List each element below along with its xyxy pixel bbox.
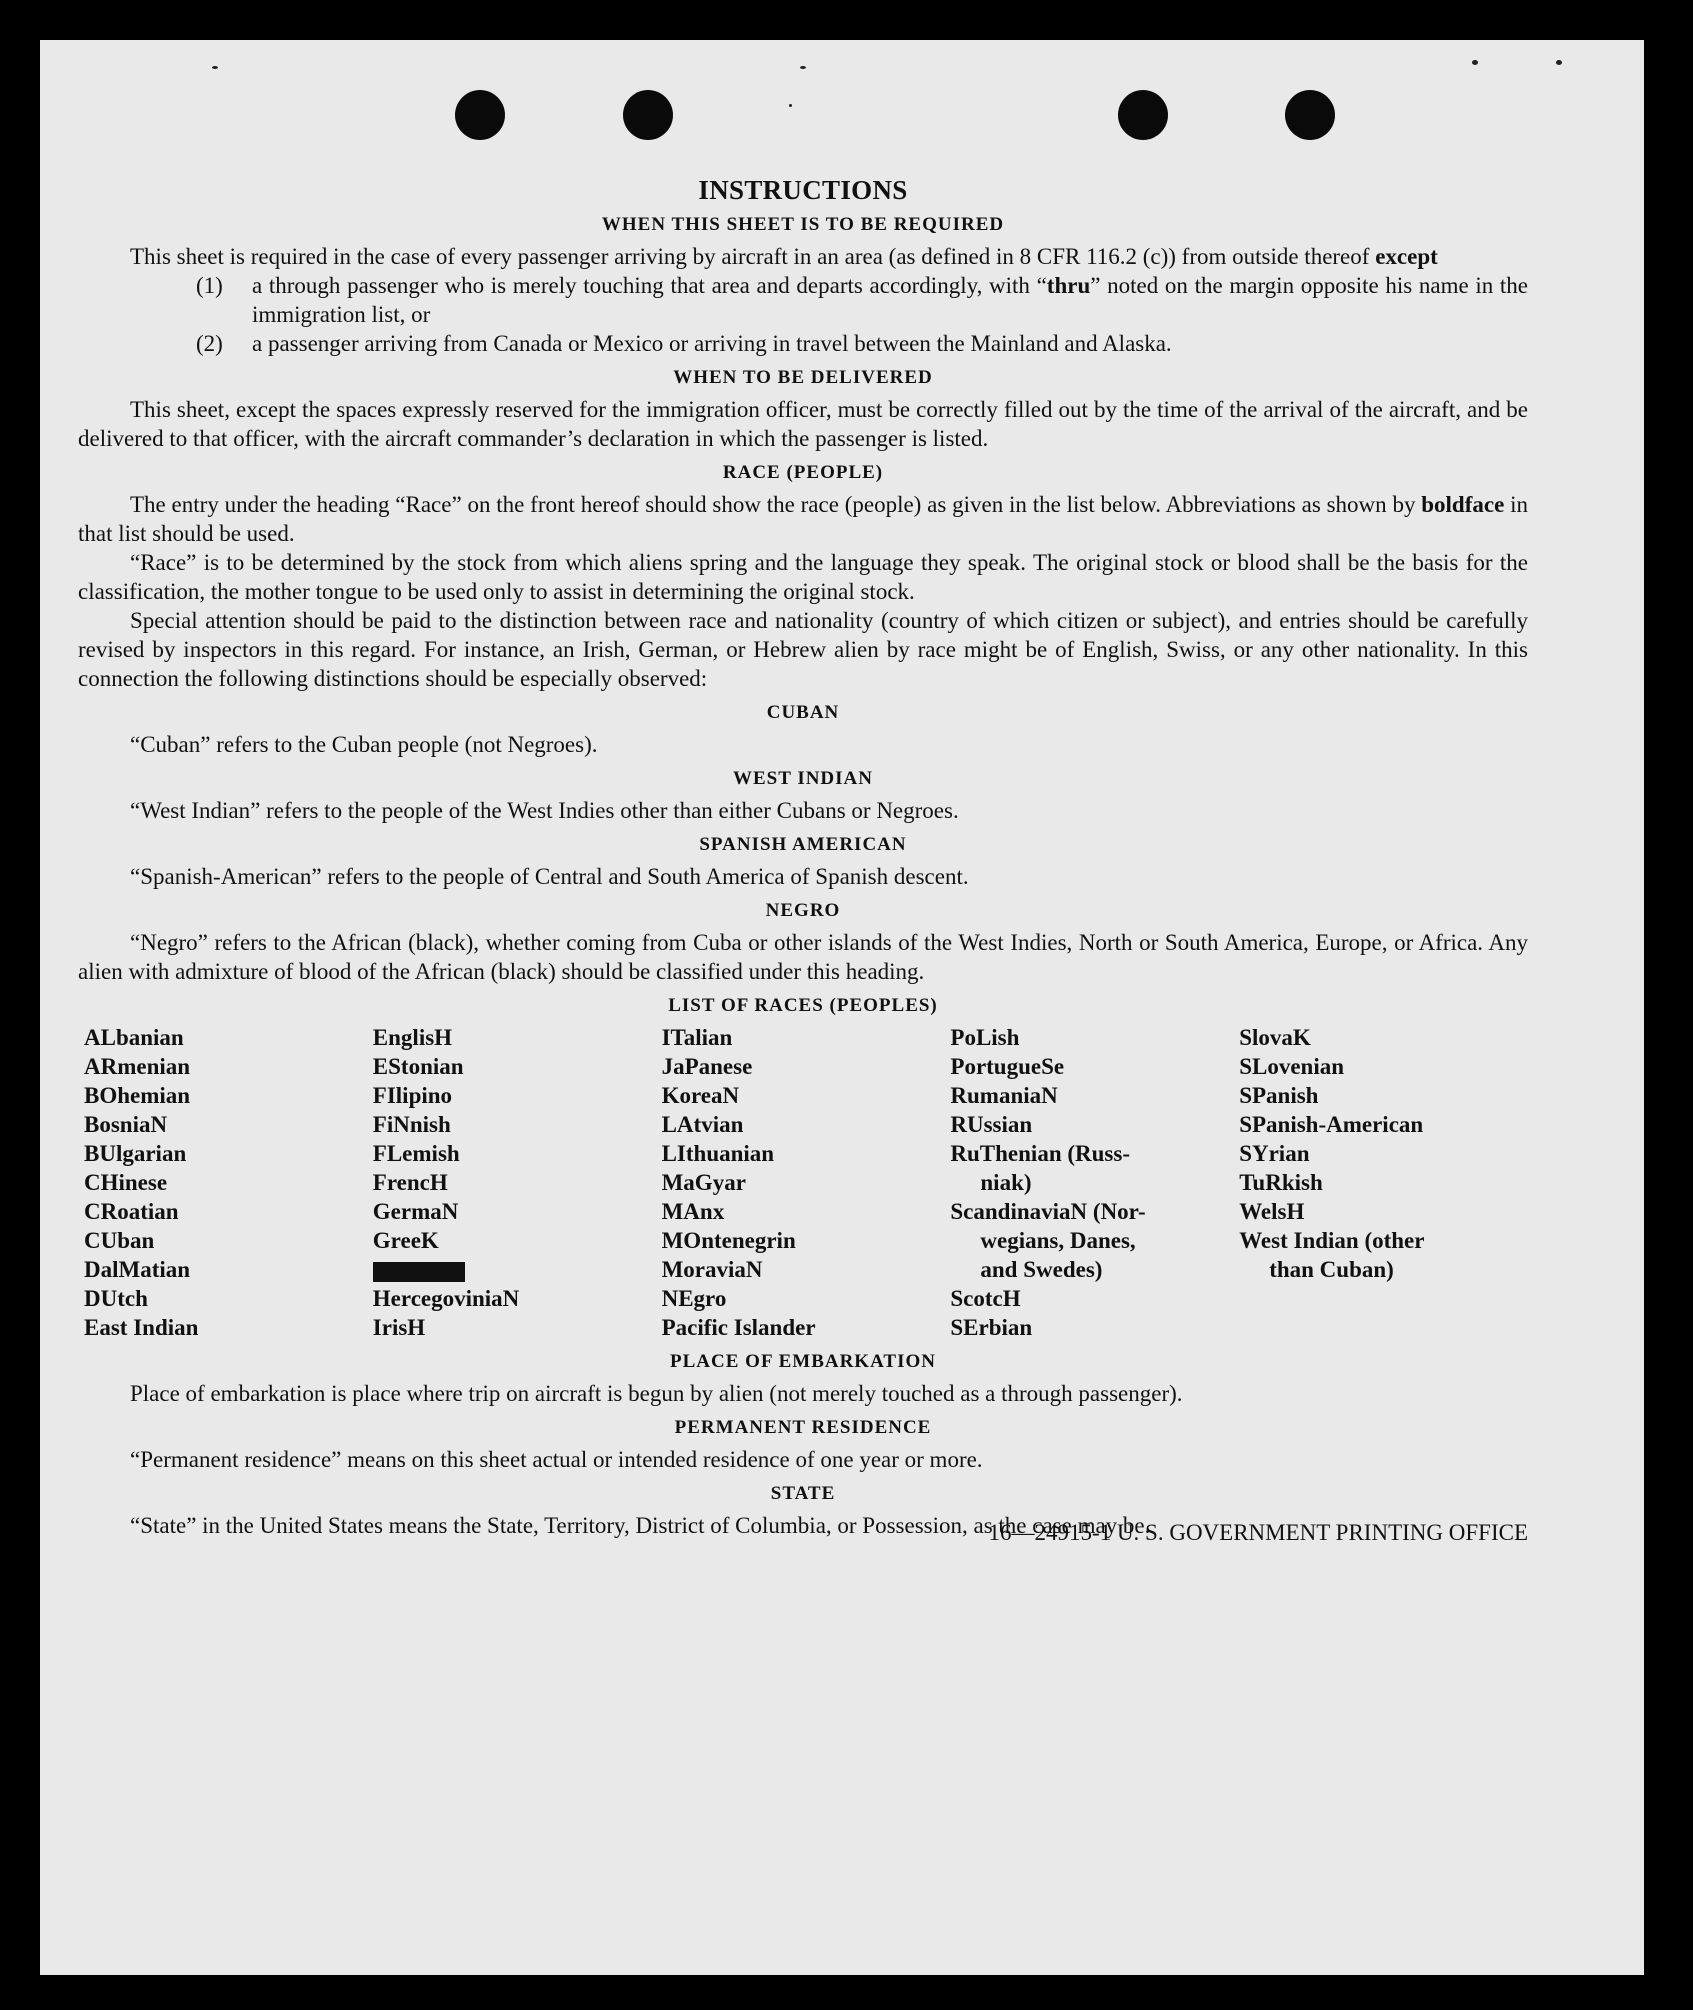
page-title: INSTRUCTIONS bbox=[698, 175, 908, 205]
race-entry: RumaniaN bbox=[950, 1083, 1058, 1108]
negro-text: “Negro” refers to the African (black), whether coming from Cuba or other islands of the West Indies, North or South America, Europe, or Africa. Any alien with admixture of blood of the African (black) should be classified under this heading. bbox=[78, 930, 1528, 984]
race-entry: FrencH bbox=[372, 1170, 448, 1195]
race-entry: DalMatian bbox=[84, 1257, 191, 1282]
section-heading-residence: PERMANENT RESIDENCE bbox=[674, 1417, 932, 1438]
race-entry: FLemish bbox=[372, 1141, 460, 1166]
race-entry: SPanish bbox=[1239, 1083, 1319, 1108]
race-entry: GermaN bbox=[372, 1199, 459, 1224]
document-page bbox=[40, 40, 1644, 1975]
section-heading-delivered: WHEN TO BE DELIVERED bbox=[673, 367, 933, 388]
punch-hole bbox=[1118, 90, 1168, 140]
speck bbox=[1556, 60, 1562, 65]
section-heading-embarkation: PLACE OF EMBARKATION bbox=[670, 1351, 936, 1372]
race-entry: GreeK bbox=[372, 1228, 439, 1253]
race-entry: FiNnish bbox=[372, 1112, 451, 1137]
race-entry: MoraviaN bbox=[661, 1257, 763, 1282]
race-entry: ARmenian bbox=[84, 1054, 191, 1079]
race-entry: BosniaN bbox=[84, 1112, 168, 1137]
races-list bbox=[84, 1023, 1528, 1342]
race-entry: JaPanese bbox=[661, 1054, 753, 1079]
race-entry: ScotcH bbox=[950, 1286, 1021, 1311]
section-heading-spanish-american: SPANISH AMERICAN bbox=[699, 834, 907, 855]
races-column-2 bbox=[373, 1023, 662, 1342]
race-entry: ScandinaviaN (Nor- bbox=[950, 1199, 1146, 1224]
speck bbox=[212, 66, 218, 69]
printer-imprint: 16—24915-1 U. S. GOVERNMENT PRINTING OFFICE bbox=[988, 1520, 1528, 1545]
residence-text: “Permanent residence” means on this sheet actual or intended residence of one year or more. bbox=[130, 1447, 983, 1472]
west-indian-text: “West Indian” refers to the people of the West Indies other than either Cubans or Negroes. bbox=[130, 798, 959, 823]
race-entry: LAtvian bbox=[661, 1112, 744, 1137]
race-paragraph-3: Special attention should be paid to the distinction between race and nationality (country of which citizen or subject), and entries should be carefully revised by inspectors in this regard. For instance, an Irish, German, or Hebrew alien by race might be of English, Swiss, or any other nationality. In this connection the following distinctions should be especially observed: bbox=[78, 608, 1528, 691]
list-item bbox=[196, 329, 1528, 358]
race-entry: LIthuanian bbox=[661, 1141, 775, 1166]
race-entry: RUssian bbox=[950, 1112, 1033, 1137]
redacted-entry bbox=[373, 1255, 662, 1284]
races-column-5 bbox=[1239, 1023, 1528, 1342]
race-paragraph-2: “Race” is to be determined by the stock from which aliens spring and the language they speak. The original stock or blood shall be the basis for the classification, the mother tongue to be used only to assist in determining the original stock. bbox=[78, 550, 1528, 604]
spanish-american-text: “Spanish-American” refers to the people of Central and South America of Spanish descent. bbox=[130, 864, 969, 889]
race-entry: MOntenegrin bbox=[661, 1228, 796, 1253]
required-intro-text: This sheet is required in the case of every passenger arriving by aircraft in an area (as defined in 8 CFR 116.2 (c)) from outside thereof bbox=[130, 244, 1376, 269]
section-heading-cuban: CUBAN bbox=[766, 702, 840, 723]
item-text-part: ” noted on the margin opposite his name in the immigration list, or bbox=[252, 273, 1529, 327]
cuban-text: “Cuban” refers to the Cuban people (not Negroes). bbox=[130, 732, 598, 757]
instructions-content bbox=[78, 170, 1528, 1547]
race-entry-continued: niak) bbox=[980, 1170, 1032, 1195]
speck bbox=[1472, 60, 1478, 65]
race-entry: SlovaK bbox=[1239, 1025, 1311, 1050]
required-intro bbox=[78, 242, 1528, 271]
state-text: “State” in the United States means the State, Territory, District of Columbia, or Possession, as the case may be. bbox=[130, 1513, 1151, 1538]
race-entry: TuRkish bbox=[1239, 1170, 1323, 1195]
race-p1-boldface: boldface bbox=[1421, 492, 1505, 517]
punch-hole bbox=[1285, 90, 1335, 140]
list-item bbox=[196, 271, 1528, 329]
item-number: (1) bbox=[196, 273, 223, 298]
race-p1-text: The entry under the heading “Race” on the front hereof should show the race (people) as given in the list below. Abbreviations as shown by bbox=[130, 492, 1422, 517]
race-paragraph-1 bbox=[78, 490, 1528, 548]
section-heading-list: LIST OF RACES (PEOPLES) bbox=[668, 995, 938, 1016]
race-entry: HercegoviniaN bbox=[372, 1286, 520, 1311]
race-entry: KoreaN bbox=[661, 1083, 740, 1108]
race-entry: SErbian bbox=[950, 1315, 1033, 1340]
races-column-4 bbox=[950, 1023, 1239, 1342]
race-entry: DUtch bbox=[84, 1286, 148, 1311]
race-entry: RuThenian (Russ- bbox=[950, 1141, 1130, 1166]
race-entry: West Indian (other bbox=[1239, 1228, 1425, 1253]
race-entry: SYrian bbox=[1239, 1141, 1310, 1166]
race-entry: ALbanian bbox=[84, 1025, 184, 1050]
section-heading-race: RACE (PEOPLE) bbox=[722, 462, 884, 483]
race-entry: BOhemian bbox=[84, 1083, 191, 1108]
item-text-thru: thru bbox=[1046, 273, 1091, 298]
section-heading-negro: NEGRO bbox=[765, 900, 841, 921]
race-entry: NEgro bbox=[661, 1286, 727, 1311]
race-entry-continued: wegians, Danes, bbox=[980, 1228, 1136, 1253]
punch-hole bbox=[623, 90, 673, 140]
section-heading-required: WHEN THIS SHEET IS TO BE REQUIRED bbox=[601, 214, 1005, 235]
race-entry: CHinese bbox=[84, 1170, 168, 1195]
race-entry-continued: than Cuban) bbox=[1269, 1257, 1394, 1282]
race-entry: CRoatian bbox=[84, 1199, 179, 1224]
race-entry: EStonian bbox=[372, 1054, 464, 1079]
speck bbox=[800, 66, 806, 69]
race-entry: WelsH bbox=[1239, 1199, 1305, 1224]
delivered-text: This sheet, except the spaces expressly reserved for the immigration officer, must be correctly filled out by the time of the arrival of the aircraft, and be delivered to that officer, with the aircraft commander’s declaration in which the passenger is listed. bbox=[78, 397, 1528, 451]
item-number: (2) bbox=[196, 331, 223, 356]
race-entry: MaGyar bbox=[661, 1170, 746, 1195]
race-entry: MAnx bbox=[661, 1199, 725, 1224]
redaction-mark bbox=[373, 1262, 465, 1282]
race-entry: BUlgarian bbox=[84, 1141, 187, 1166]
section-heading-west-indian: WEST INDIAN bbox=[733, 768, 873, 789]
race-entry-continued: and Swedes) bbox=[980, 1257, 1103, 1282]
section-heading-state: STATE bbox=[770, 1483, 836, 1504]
race-entry: IrisH bbox=[372, 1315, 426, 1340]
race-entry: CUban bbox=[84, 1228, 155, 1253]
race-entry: PoLish bbox=[950, 1025, 1020, 1050]
race-entry: ITalian bbox=[661, 1025, 733, 1050]
races-column-3 bbox=[662, 1023, 951, 1342]
races-column-1 bbox=[84, 1023, 373, 1342]
race-p1-text-end: in that list should be used. bbox=[78, 492, 1529, 546]
speck bbox=[789, 104, 792, 107]
race-entry: Pacific Islander bbox=[661, 1315, 816, 1340]
race-entry: EnglisH bbox=[372, 1025, 453, 1050]
item-text bbox=[252, 271, 1528, 329]
race-entry: SLovenian bbox=[1239, 1054, 1345, 1079]
exceptions-list bbox=[196, 271, 1528, 358]
item-text: a passenger arriving from Canada or Mexico or arriving in travel between the Mainland and Alaska. bbox=[252, 331, 1172, 356]
item-text-part: a through passenger who is merely touching that area and departs accordingly, with “ bbox=[252, 273, 1047, 298]
punch-hole bbox=[455, 90, 505, 140]
race-entry: PortugueSe bbox=[950, 1054, 1065, 1079]
required-intro-except: except bbox=[1375, 244, 1438, 269]
embarkation-text: Place of embarkation is place where trip on aircraft is begun by alien (not merely touched as a through passenger). bbox=[130, 1381, 1183, 1406]
race-entry: SPanish-American bbox=[1239, 1112, 1424, 1137]
race-entry: FIlipino bbox=[372, 1083, 453, 1108]
race-entry: East Indian bbox=[84, 1315, 199, 1340]
